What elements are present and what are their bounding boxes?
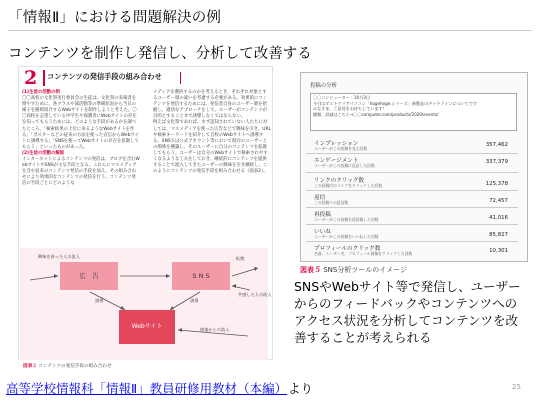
arrow-sns-spread [232,268,258,276]
stat-sub-likes: ユーザーがこの投稿をいいねした回数 [314,234,379,239]
stat-label-impressions: インプレッション [314,141,359,147]
stat-sub-link-clicks: この投稿内のリンクをクリックした回数 [314,183,383,188]
stat-value-likes: 85,827 [489,232,508,238]
slide-subtitle: コンテンツを制作し発信し、分析して改善する [8,46,312,62]
chapter-title: コンテンツの発信手段の組み合わせ [47,72,162,81]
section-body-3: メディアを選択するのかを考えるとき、それぞれ対象とするユーザー層の違いを考慮する必要がある。効果的にコンテンツを発信するためには、発信者自身のユーザー層を把握し、適切なアプローチをして、ユーザーがコンテンツが目的とすることまで誘導しなくてはならない。 [153,90,268,120]
ad-label: 広 告 [79,272,99,280]
stat-divider [306,224,518,225]
stat-divider [306,153,518,154]
post-message [313,95,477,117]
stat-sub-replies: この投稿への返信数 [314,200,349,205]
stat-divider [306,172,518,173]
figure2-caption-text: コンテンツの発信手段の組み合わせ [38,364,112,369]
explanation-text [294,278,534,346]
stat-sub-impressions: ユーザーがこの投稿を見た回数 [314,146,368,151]
post-message-line: みなさま、ご意見をお待ちしています！ [313,106,387,112]
stat-label-likes: いいね [314,229,331,235]
slide-title: 「情報Ⅱ」における問題解決の例 [8,10,222,26]
stat-sub-profile-clicks: 名前、ユーザー名、プロフィール画像をクリックした回数 [314,251,413,256]
explanation-line: SNSやWebサイト等で発信し、ユーザー [294,279,521,294]
stat-divider [306,190,518,191]
stat-value-replies: 72,457 [489,198,508,204]
stat-value-link-clicks: 125,378 [485,181,508,187]
stat-label-profile-clicks: プロフィールのクリック数 [314,246,381,252]
stat-value-engagement: 337,379 [485,159,508,165]
explanation-line: 善することが考えられる [294,330,432,345]
explanation-line: アクセス状況を分析してコンテンツを改 [294,313,519,328]
source-suffix: より [288,381,314,396]
stat-label-reposts: 再投稿 [314,212,331,218]
stat-divider [306,207,518,208]
arrow-inflow-ad [30,276,58,280]
stat-value-reposts: 41,016 [489,215,508,221]
note-search-inflow: 検索からの流入 [200,327,230,332]
page-number: 25 [512,383,521,391]
note-spread: 拡散 [236,256,245,261]
post-message-line: 〇〇コンピューター・10月3日 [313,95,370,100]
stat-label-link-clicks: リンクのクリック数 [314,178,365,184]
note-guide-right: 誘導 [190,298,199,303]
note-guide-left: 誘導 [95,298,104,303]
section-heading-2: (2)生徒の活動の解説 [22,150,65,156]
sns-label: S N S [192,272,210,280]
section-body-2: インターネットによるコンテンツの発信は、ブログを含むWebサイトやSNSが主な手段となる。これらにマスメディアを含む従来のコンテンツ発信の手段を加え、その組み合わせにより効果的なコンテンツの発信を行う。コンテンツ発信の手段ごとにどのような [22,157,140,187]
figure5-caption-text: SNS分析ツールのイメージ [323,266,408,274]
stat-label-engagement: エンゲージメント [314,158,359,164]
figure2-caption-number: 図表２ [23,364,37,369]
note-interest-inflow: 興味を持った人の流入 [38,254,80,259]
figure2-caption [23,363,112,369]
source-link[interactable]: 高等学校情報科「情報Ⅱ」教員研修用教材（本編） [6,381,288,396]
note-sympathy-inflow: 共感した人の流入 [238,292,272,297]
chapter-number: 2 [24,67,38,89]
stat-value-profile-clicks: 10,301 [489,248,508,254]
section-body-4: 例えば文化祭であれば、まず認知されていない人たちに対しては、マスメディアを使った広告などで興味を引き、URLや検索キーワードを紹介して自校のWebサイトへ誘導する。SNSでは公式アカウント等において既存のユーザーとの関係を構築し、そのユーザーに自分のコンテンツを拡散してもらう。ユーザーは自分のWebサイトで検索されやすくなるような工夫をしておき、継続的にコンテンツを提供することで流入してきたユーザーの興味を引き継続し、このようにコンテンツの発信手段を組み合わせる（図表2）。 [153,120,271,175]
sns-panel-header: 投稿の分析 [310,83,337,89]
post-message-line: 今日はダストクリアパソコン「hogehoge.シリーズ」新製品のデッドラインについてです [313,100,478,106]
stat-sub-engagement: ユーザーがこの投稿に反応した回数 [314,163,375,168]
section-heading-1: (1)生徒の活動の例 [22,90,60,95]
figure5-caption-number: 図表５ [300,266,321,274]
website-label: Webサイト [131,323,163,330]
stat-divider [306,241,518,242]
stat-value-impressions: 357,462 [485,142,508,148]
explanation-line: からのフィードバックやコンテンツへの [294,296,518,311]
post-message-line: 種類、詳細はこちら→〇〇computer.com/products/2020/events/ [313,111,439,117]
figure5-caption [300,265,407,275]
section-body-1: 〇〇高校の文化祭実行委員会の生徒は、文化祭の来場者を増やすために、各クラスや部活動等の準備状況から当日の様子を随時紹介するWebサイトを制作しようと考えた。〇〇高校を志望している中学生や保護者にWebサイトの存在を知ってもらうためには、どのような手段があるかを調べたところ、「検索結果の上位に来るようなWebサイトを作る」「ポスターなどの従来の方法を使った宣伝からWebサイトに誘導する」「SNSを使ってWebサイトの存在を拡散してもらう」といったものがあった。 [22,96,139,150]
stat-label-replies: 返信 [314,195,326,201]
stat-sub-reposts: ユーザーがこの投稿を再投稿した回数 [314,217,379,222]
